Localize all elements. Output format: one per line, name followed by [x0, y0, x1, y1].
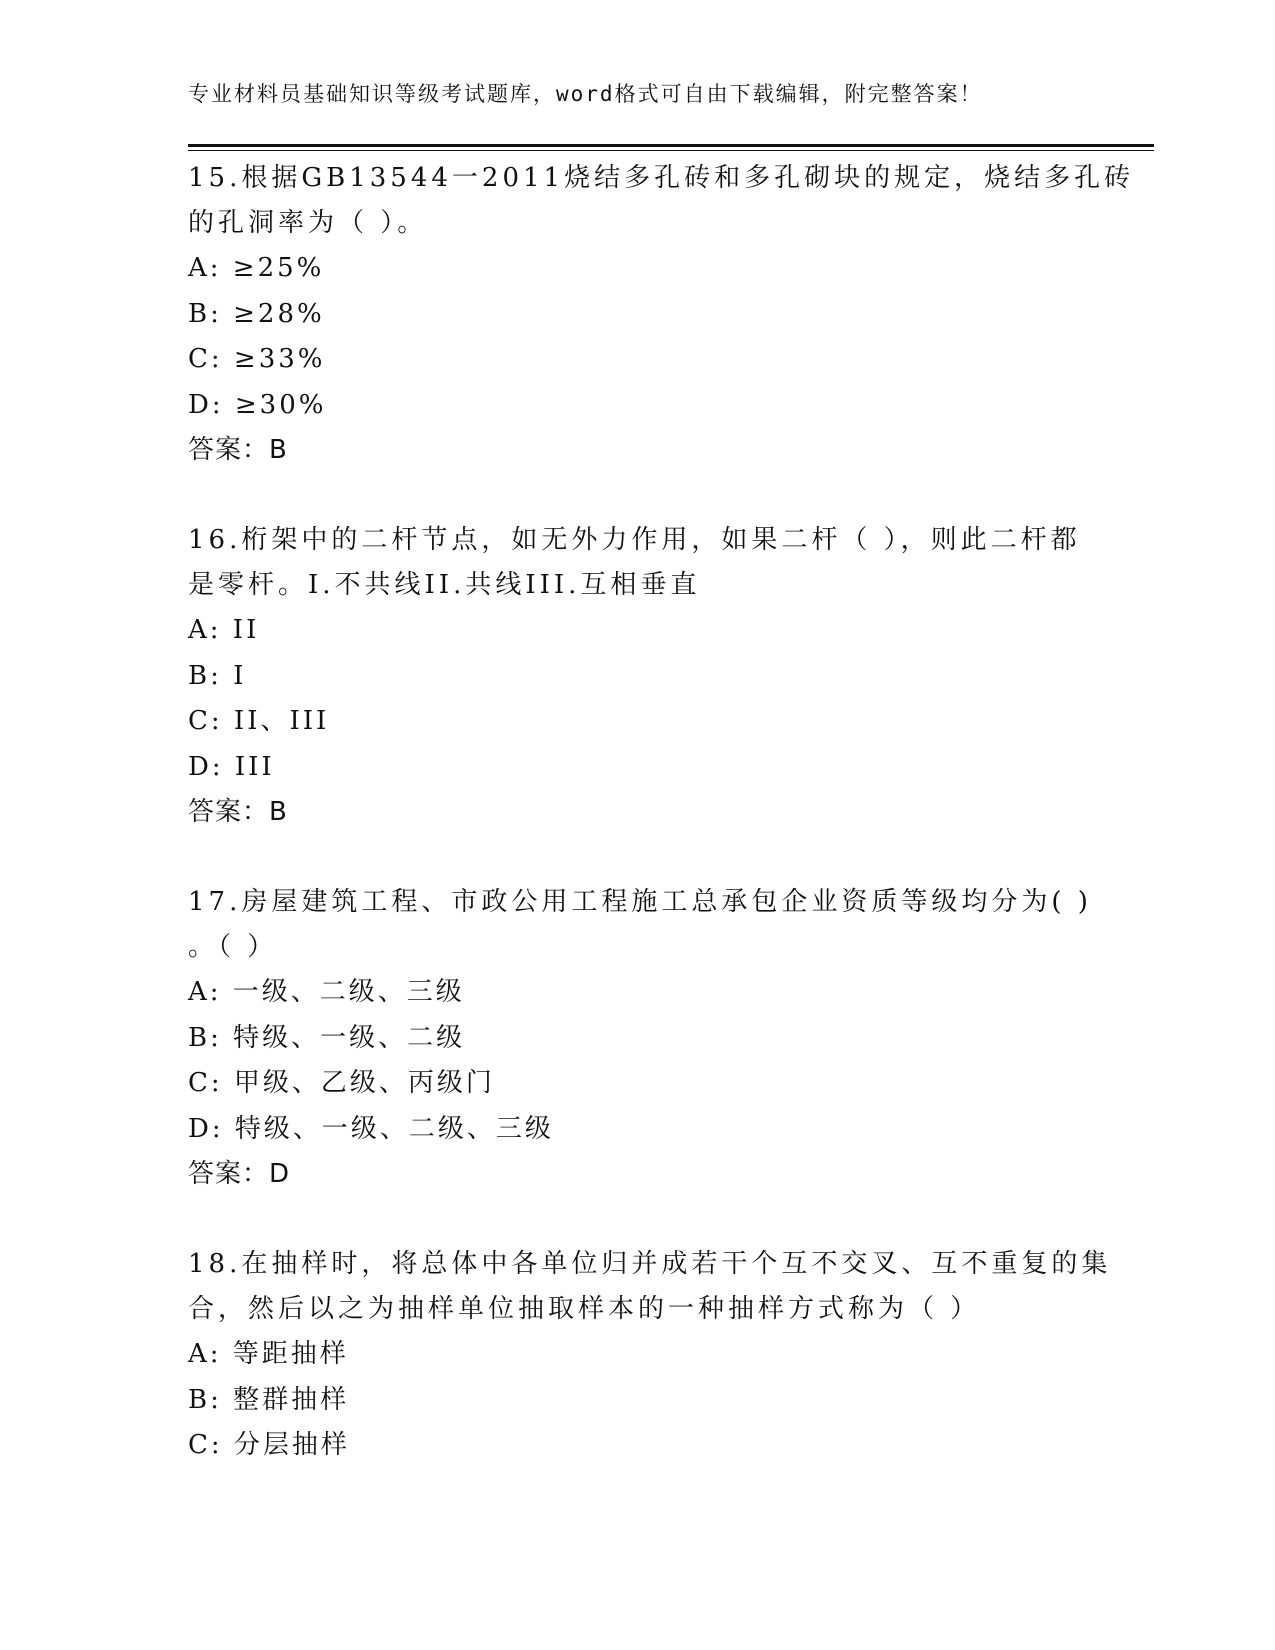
option-b: B: 特级、一级、二级 [188, 1022, 466, 1053]
question-text-line: 的孔洞率为（ ）。 [188, 208, 428, 238]
question-text-line: 合，然后以之为抽样单位抽取样本的一种抽样方式称为（ ） [188, 1294, 981, 1324]
spacer [188, 835, 1088, 880]
option-a: A: 一级、二级、三级 [188, 977, 465, 1007]
option-c: C: II、III [188, 706, 330, 736]
question-text-line: 15.根据GB13544一2011烧结多孔砖和多孔砌块的规定，烧结多孔砖 [188, 163, 1135, 193]
answer-line: 答案：B [188, 435, 288, 465]
header-rule-thin [188, 150, 1154, 151]
question-text-line: 。（ ） [188, 932, 278, 962]
option-c: C: 甲级、乙级、丙级门 [188, 1068, 495, 1098]
option-d: D: 特级、一级、二级、三级 [188, 1113, 554, 1144]
answer-line: 答案：D [188, 1159, 291, 1189]
option-b: B: ≥28% [188, 298, 325, 329]
question-18 [188, 1242, 1112, 1469]
question-text-line: 是零杆。I.不共线II.共线III.互相垂直 [188, 570, 701, 600]
option-c: C: ≥33% [188, 344, 326, 374]
spacer [188, 1197, 1088, 1242]
spacer [188, 473, 1088, 518]
option-d: D: ≥30% [188, 389, 327, 420]
question-list [188, 156, 1135, 1469]
question-15 [188, 156, 1135, 473]
page-header: 专业材料员基础知识等级考试题库，word格式可自由下载编辑，附完整答案！ [188, 82, 983, 106]
header-rule-thick [188, 144, 1154, 147]
option-a: A: II [188, 615, 260, 645]
option-b: B: 整群抽样 [188, 1384, 350, 1415]
question-text-line: 18.在抽样时，将总体中各单位归并成若干个互不交叉、互不重复的集 [188, 1249, 1112, 1279]
answer-line: 答案：B [188, 797, 288, 827]
option-a: A: ≥25% [188, 253, 325, 283]
option-c: C: 分层抽样 [188, 1430, 350, 1460]
question-16 [188, 518, 1088, 835]
option-d: D: III [188, 751, 275, 782]
question-text-line: 16.桁架中的二杆节点，如无外力作用，如果二杆（ ），则此二杆都 [188, 525, 1081, 555]
question-text-line: 17.房屋建筑工程、市政公用工程施工总承包企业资质等级均分为( ) [188, 887, 1092, 917]
question-17 [188, 880, 1092, 1197]
option-a: A: 等距抽样 [188, 1339, 349, 1369]
option-b: B: I [188, 660, 247, 691]
